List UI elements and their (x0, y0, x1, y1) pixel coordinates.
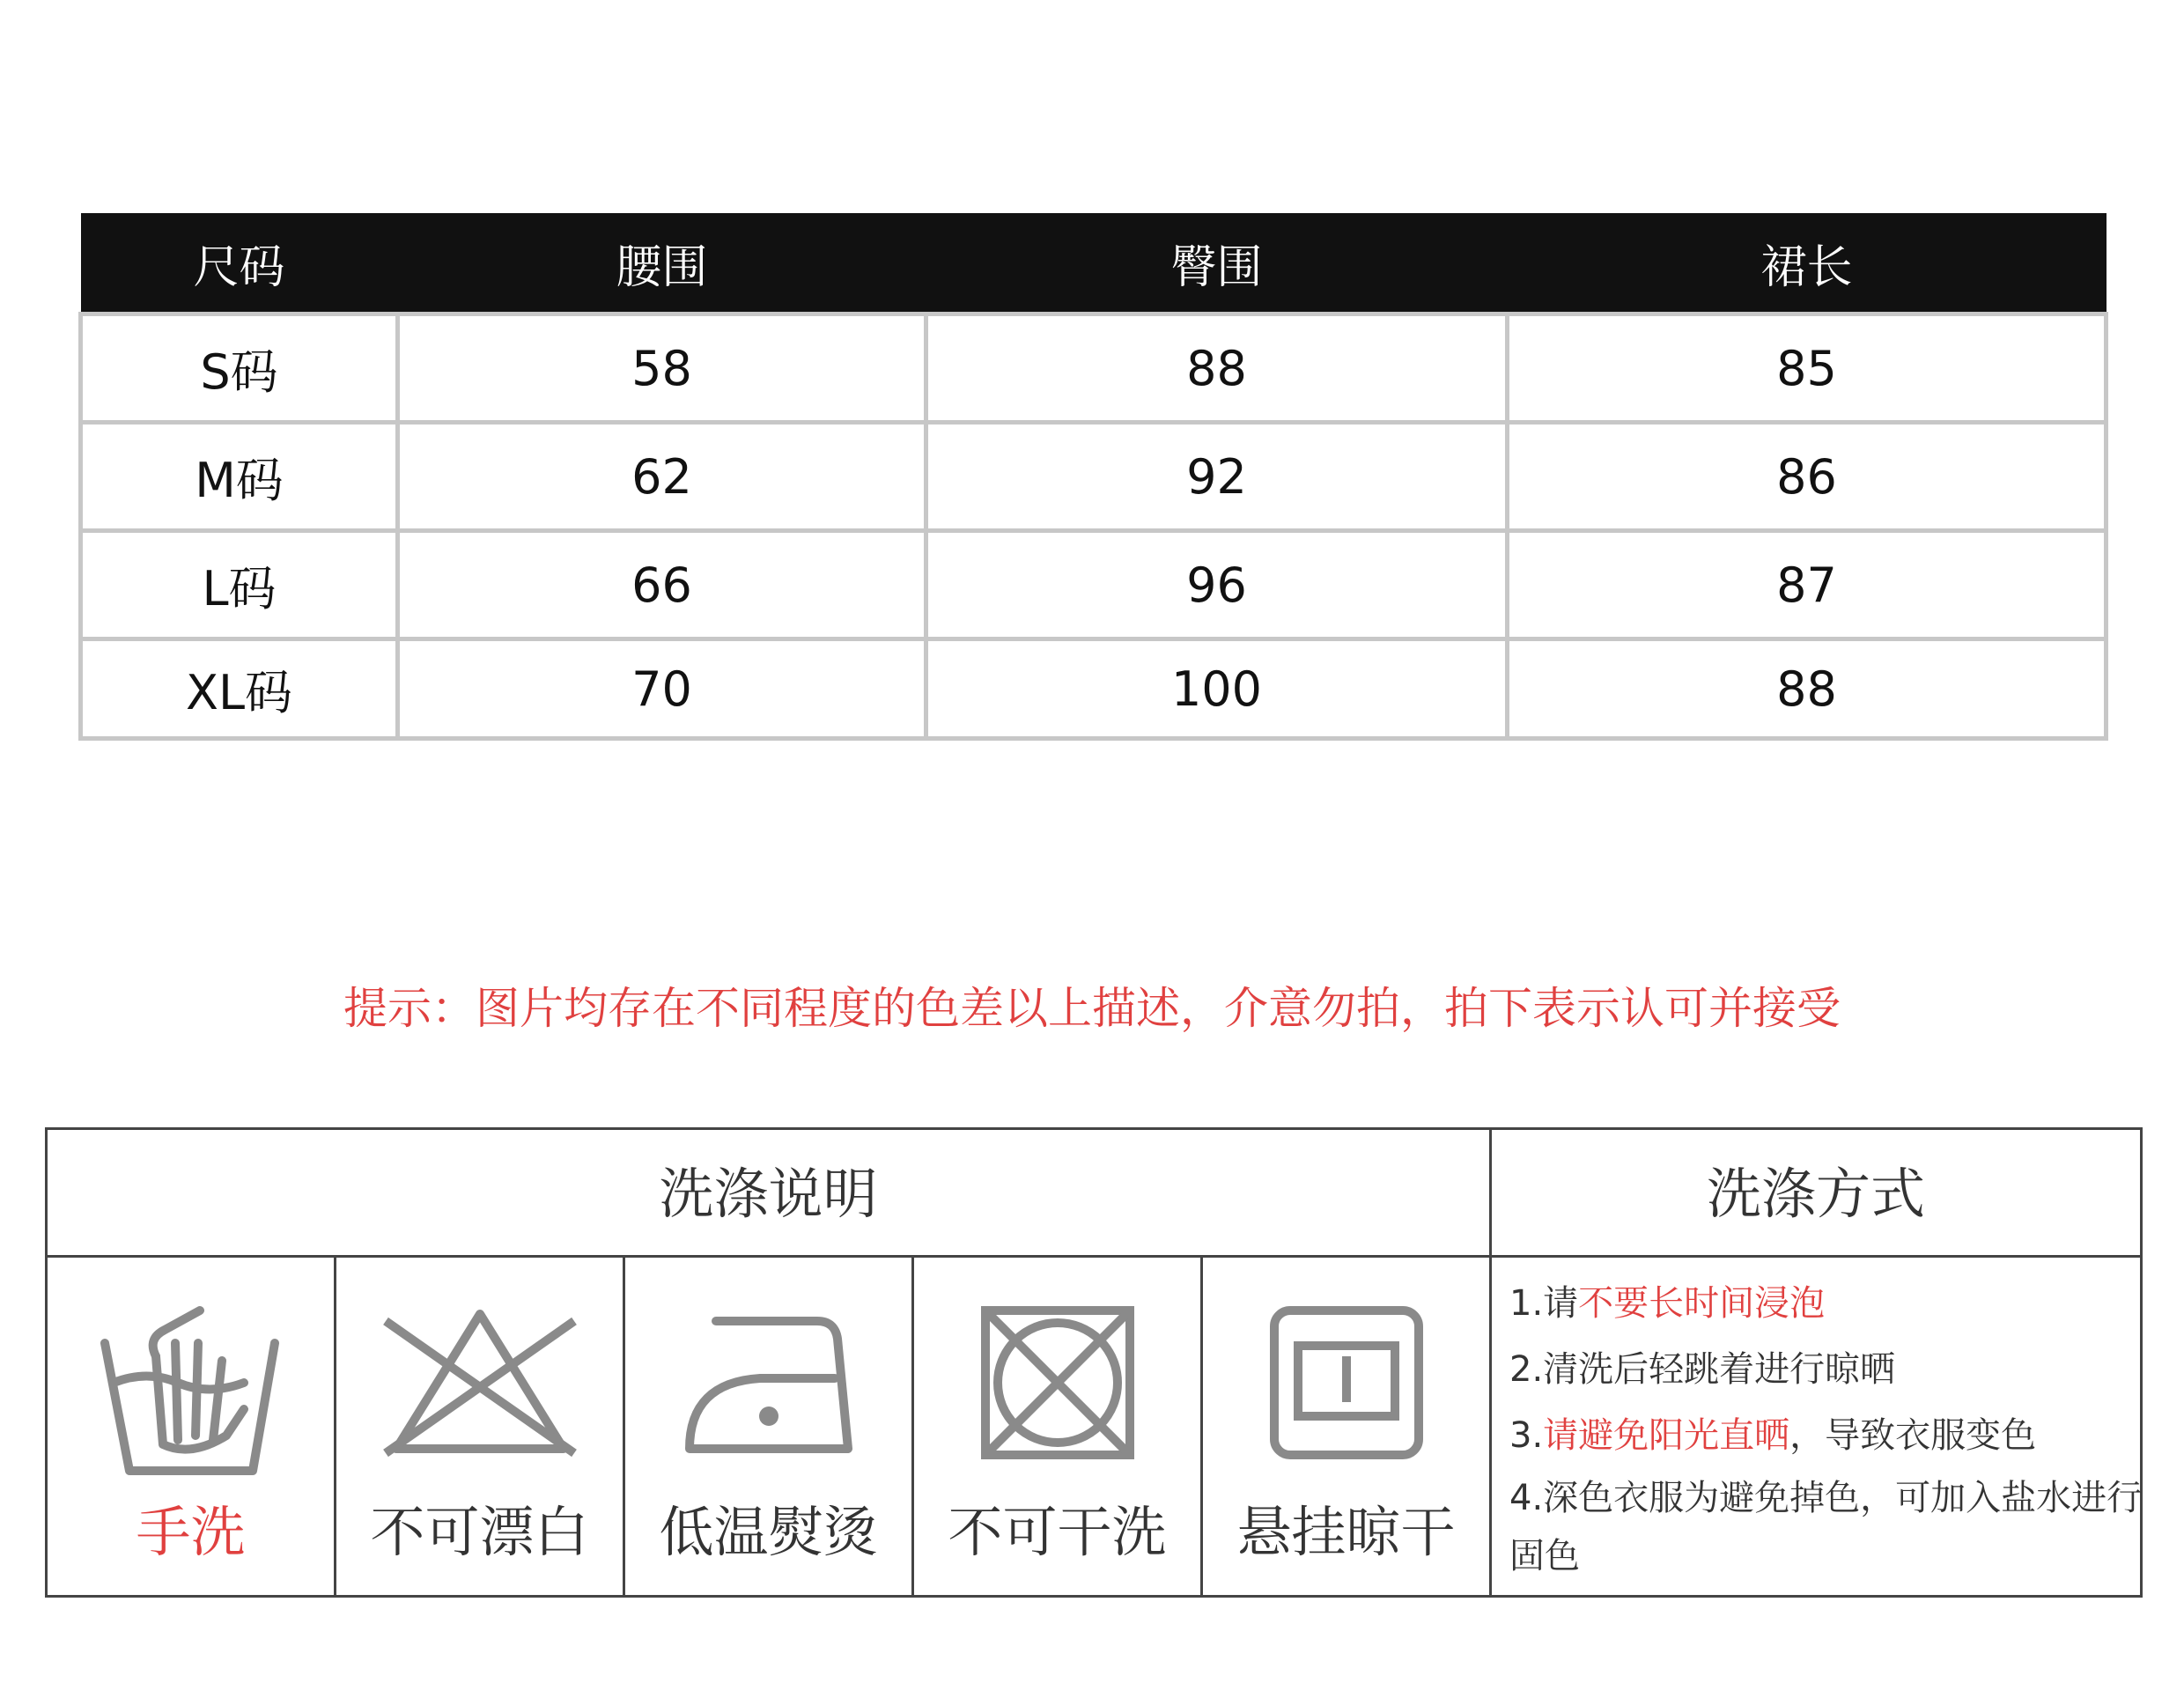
care-symbol-no-bleach (336, 1258, 625, 1595)
instructions-title: 洗涤说明 (48, 1130, 1492, 1258)
low-iron-icon (681, 1303, 857, 1462)
method-item-3: 3.请避免阳光直晒，导致衣服变色 (1509, 1415, 2037, 1456)
cell-size: L码 (81, 531, 398, 639)
header-size: 尺码 (81, 213, 398, 314)
care-symbol-hand-wash (48, 1258, 336, 1595)
hand-wash-icon (94, 1303, 288, 1480)
cell-hip: 96 (926, 531, 1508, 639)
table-row (81, 531, 2107, 639)
cell-length: 86 (1508, 423, 2107, 531)
wash-method-list (1509, 1271, 2143, 1585)
cell-waist: 70 (398, 639, 926, 739)
care-label: 手洗 (136, 1500, 246, 1564)
method-item-2: 2.清洗后轻跳着进行晾晒 (1509, 1349, 1896, 1390)
no-bleach-icon (379, 1303, 581, 1462)
table-row (81, 639, 2107, 739)
color-difference-notice: 提示：图片均存在不同程度的色差以上描述，介意勿拍，拍下表示认可并接受 (343, 983, 1841, 1034)
care-label: 不可干洗 (948, 1500, 1167, 1564)
size-chart-header-row (81, 213, 2107, 314)
size-chart-table (78, 213, 2108, 741)
cell-waist: 58 (398, 314, 926, 423)
care-instructions-table (45, 1127, 2143, 1598)
cell-hip: 100 (926, 639, 1508, 739)
line-dry-icon (1267, 1303, 1426, 1462)
care-label: 低温熨烫 (659, 1500, 878, 1564)
care-symbol-low-iron (625, 1258, 914, 1595)
cell-size: M码 (81, 423, 398, 531)
header-waist: 腰围 (398, 213, 926, 314)
cell-hip: 88 (926, 314, 1508, 423)
care-symbol-line-dry (1203, 1258, 1489, 1595)
table-row (81, 314, 2107, 423)
method-item-4: 4.深色衣服为避免掉色，可加入盐水进行固色 (1509, 1478, 2143, 1576)
method-item-1: 1.请不要长时间浸泡 (1509, 1283, 1826, 1324)
no-tumble-dry-icon (978, 1303, 1137, 1462)
care-label: 不可漂白 (370, 1500, 589, 1564)
method-title: 洗涤方式 (1492, 1130, 2140, 1258)
cell-length: 85 (1508, 314, 2107, 423)
header-hip: 臀围 (926, 213, 1508, 314)
table-row (81, 423, 2107, 531)
care-symbols (48, 1258, 1492, 1595)
cell-waist: 62 (398, 423, 926, 531)
care-symbol-no-dry-clean (914, 1258, 1203, 1595)
cell-length: 88 (1508, 639, 2107, 739)
header-length: 裙长 (1508, 213, 2107, 314)
cell-size: S码 (81, 314, 398, 423)
care-label: 悬挂晾干 (1236, 1500, 1456, 1564)
cell-waist: 66 (398, 531, 926, 639)
cell-length: 87 (1508, 531, 2107, 639)
cell-size: XL码 (81, 639, 398, 739)
cell-hip: 92 (926, 423, 1508, 531)
